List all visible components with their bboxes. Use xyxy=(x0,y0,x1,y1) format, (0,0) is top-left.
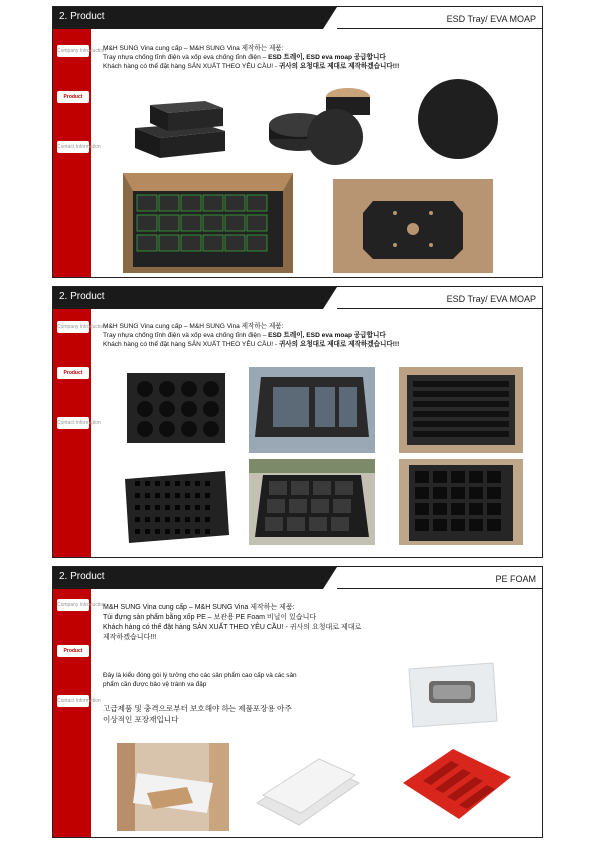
desc-text: M&H SUNG Vina cung cấp – M&H SUNG Vina 제작하는 제품: xyxy=(103,45,284,52)
slide-header xyxy=(53,7,542,29)
header-rule xyxy=(337,28,542,29)
sidebar-tab-contact[interactable]: Contact Information xyxy=(57,695,89,707)
photo-box-packed-foam xyxy=(123,173,293,273)
sidebar-tab-company[interactable]: Company Introduction xyxy=(57,599,89,611)
photo-round-foam xyxy=(263,77,373,169)
photo-red-foam-tray xyxy=(393,739,519,829)
photo-pe-foam-bag xyxy=(403,659,499,731)
photo-foam-square-grid xyxy=(399,459,523,545)
description xyxy=(103,44,536,71)
section-title: 2. Product xyxy=(59,11,105,22)
header-rule xyxy=(337,588,542,589)
category-label: ESD Tray/ EVA MOAP xyxy=(446,294,536,304)
desc-text-bold: ESD 트레이, ESD eva moap 공급합니다 xyxy=(268,332,386,339)
sidebar-tab-company[interactable]: Company Introduction xyxy=(57,321,89,333)
desc-text: Khách hàng có thể đặt hàng SẢN XUẤT THEO YÊU CẦU! - xyxy=(103,341,279,348)
photo-foam-grid-tray xyxy=(399,367,523,453)
sidebar-tab-product[interactable]: Product xyxy=(57,645,89,657)
description xyxy=(103,322,536,349)
slide-header xyxy=(53,567,542,589)
desc-line: Khách hàng có thể đặt hàng SẢN XUẤT THEO YÊU CẦU! - 귀사의 요청대로 제대로 xyxy=(103,624,362,631)
desc-text-bold: ESD 트레이, ESD eva moap 공급합니다 xyxy=(268,54,386,61)
desc-line xyxy=(103,62,536,71)
category-label: ESD Tray/ EVA MOAP xyxy=(446,14,536,24)
photo-foam-plate-holes xyxy=(333,179,493,273)
photo-foam-square-holes xyxy=(115,459,235,549)
desc-line: Túi đựng sản phẩm bằng xốp PE – 보관용 PE Foam 비닐이 있습니다 xyxy=(103,614,317,621)
slide-header xyxy=(53,287,542,309)
desc-text-bold: 귀사의 요청대로 제대로 제작하겠습니다!!! xyxy=(278,63,400,70)
sidebar xyxy=(53,309,106,557)
desc-line xyxy=(103,53,536,62)
desc-line xyxy=(103,340,536,349)
desc-text: M&H SUNG Vina cung cấp – M&H SUNG Vina 제작하는 제품: xyxy=(103,323,284,330)
sidebar xyxy=(53,29,106,277)
section-title: 2. Product xyxy=(59,291,105,302)
header-bar xyxy=(53,567,323,589)
sidebar-tab-product[interactable]: Product xyxy=(57,91,89,103)
desc-line: 제작하겠습니다!!! xyxy=(103,634,157,641)
sidebar-tab-contact[interactable]: Contact Information xyxy=(57,417,89,429)
photo-foam-deep-grid xyxy=(249,459,375,545)
desc-text: Tray nhựa chống tĩnh điện và xốp eva chống tĩnh điện – xyxy=(103,332,269,339)
header-bar xyxy=(53,287,323,309)
photo-round-disc xyxy=(413,73,503,165)
desc-line xyxy=(103,44,536,53)
desc-text: Tray nhựa chống tĩnh điện và xốp eva chống tĩnh điện – xyxy=(103,54,269,61)
sidebar xyxy=(53,589,106,837)
photo-foam-octagon-cutouts xyxy=(121,367,231,447)
note-ko-line: 고급제품 및 충격으로부터 보호해야 하는 제품포장용 아주 xyxy=(103,704,292,713)
desc-line: M&H SUNG Vina cung cấp – M&H SUNG Vina 제작하는 제품: xyxy=(103,604,295,611)
sidebar-tab-contact[interactable]: Contact Information xyxy=(57,141,89,153)
sidebar-tab-company[interactable]: Company Introduction xyxy=(57,45,89,57)
photo-pe-foam-sheets xyxy=(247,743,367,829)
desc-line xyxy=(103,331,536,340)
desc-text-bold: 귀사의 요청대로 제대로 제작하겠습니다!!! xyxy=(278,341,400,348)
product-slide-esd-tray-1 xyxy=(52,6,543,278)
note-vi: Đây là kiểu đóng gói lý tưởng cho các sản phẩm cao cấp và các sản xyxy=(103,672,297,679)
photo-pe-foam-boxes xyxy=(117,743,229,831)
product-slide-esd-tray-2 xyxy=(52,286,543,558)
header-bar xyxy=(53,7,323,29)
note-ko-line: 이상적인 포장재입니다 xyxy=(103,715,179,724)
header-rule xyxy=(337,308,542,309)
desc-text: Khách hàng có thể đặt hàng SẢN XUẤT THEO YÊU CẦU! - xyxy=(103,63,279,70)
photo-black-box-trays xyxy=(125,83,235,163)
product-slide-pe-foam xyxy=(52,566,543,838)
sidebar-tab-product[interactable]: Product xyxy=(57,367,89,379)
description xyxy=(103,603,536,643)
section-title: 2. Product xyxy=(59,571,105,582)
category-label: PE FOAM xyxy=(495,574,536,584)
photo-foam-tray-compartments xyxy=(249,367,375,453)
note-vi: phẩm cần được bảo vệ tránh va đập xyxy=(103,681,207,688)
desc-line xyxy=(103,322,536,331)
